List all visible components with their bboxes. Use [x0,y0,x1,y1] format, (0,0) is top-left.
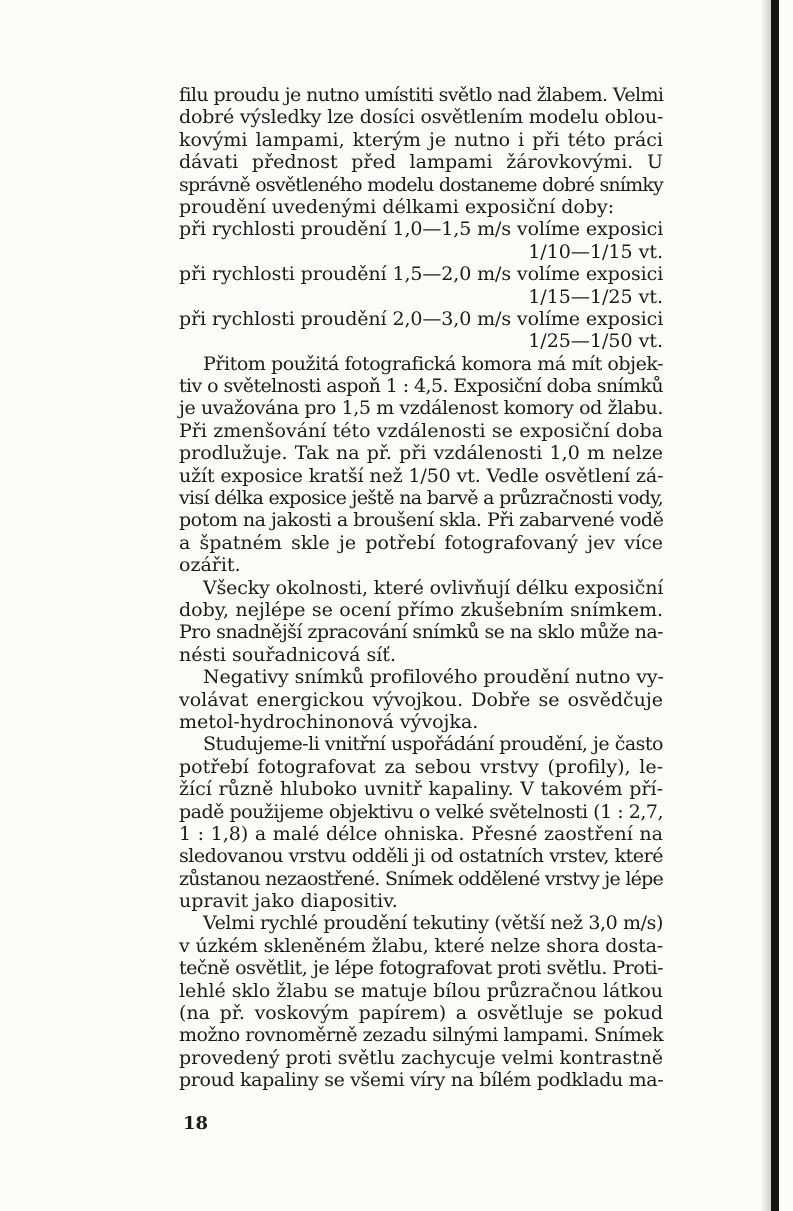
text-line: provedený proti světlu zachycuje velmi kontrastně [179,1046,663,1069]
text-line: proudění uvedenými délkami exposiční doby: [179,195,615,218]
exposure-line: při rychlosti proudění 1,0—1,5 m/s volíme exposici [179,218,664,241]
text-line: filu proudu je nutno umístiti světlo nad žlabem. Velmi [179,84,664,106]
text-line: volávat energickou vývojkou. Dobře se osvědčuje [179,688,663,711]
text-line: sledovanou vrstvu odděli ji od ostatních vrstev, které [179,845,663,868]
text-line: (na př. voskovým papírem) a osvětluje se pokud [179,1002,663,1025]
text-line: tečně osvětlit, je lépe fotografovat proti světlu. Proti- [179,957,663,980]
text-line: Při zmenšování této vzdálenosti se exposiční doba [179,419,663,442]
text-line: správně osvětleného modelu dostaneme dobré snímky [179,173,663,196]
page-edge-shadow [761,0,771,1211]
text-line: užít exposice kratší než 1/50 vt. Vedle osvětlení zá- [179,464,664,487]
text-line: metol-hydrochinonová vývojka. [179,710,479,733]
text-line: potřebí fotografovat za sebou vrstvy (profily), le- [179,755,663,778]
text-line: dávati přednost před lampami žárovkovými. U [179,151,663,174]
body-text [179,84,663,1092]
text-line: Studujeme-li vnitřní uspořádání proudění, je často [203,733,663,756]
text-line: prodlužuje. Tak na př. při vzdálenosti 1,0 m nelze [179,442,663,465]
page-edge-binding [771,0,779,1211]
text-line: Pro snadnější zpracování snímků se na sklo může na- [179,621,663,644]
text-line: a špatném skle je potřebí fotografovaný jev více [179,531,663,554]
text-line: Negativy snímků profilového proudění nutno vy- [203,666,664,689]
text-line: v úzkém skleněném žlabu, které nelze shora dosta- [179,934,663,957]
text-line: visí délka exposice ještě na barvě a průzračnosti vody, [179,487,664,510]
text-line: upravit jako diapositiv. [179,890,398,913]
text-line: padě použijeme objektivu o velké světelnosti (1 : 2,7, [179,800,663,823]
text-line: kovými lampami, kterým je nutno i při této práci [179,128,663,151]
text-line: 1 : 1,8) a malé délce ohniska. Přesné zaostření na [179,822,663,845]
page-number: 18 [183,1113,209,1134]
exposure-line: při rychlosti proudění 1,5—2,0 m/s volíme exposici [179,263,664,286]
text-line: nésti souřadnicová síť. [179,643,396,666]
text-line: dobré výsledky lze dosíci osvětlením modelu oblou- [179,106,664,129]
text-line: ozářit. [179,554,241,577]
exposure-value: 1/15—1/25 vt. [528,285,663,308]
text-line: proud kapaliny se všemi víry na bílém podkladu ma- [179,1069,664,1092]
exposure-value: 1/25—1/50 vt. [528,330,663,353]
text-line: tiv o světelnosti aspoň 1 : 4,5. Exposiční doba snímků [179,375,663,398]
text-line: Přitom použitá fotografická komora má mít objek- [203,352,664,375]
text-line: potom na jakosti a broušení skla. Při zabarvené vodě [179,509,664,532]
text-line: zůstanou nezaostřené. Snímek oddělené vrstvy je lépe [179,867,664,890]
exposure-value: 1/10—1/15 vt. [528,240,663,263]
text-line: Velmi rychlé proudění tekutiny (větší než 3,0 m/s) [203,912,663,935]
text-line: Všecky okolnosti, které ovlivňují délku exposiční [203,576,664,599]
text-line: doby, nejlépe se ocení přímo zkušebním snímkem. [179,598,663,621]
text-line: žící různě hluboko uvnitř kapaliny. V takovém pří- [179,778,663,801]
text-line: možno rovnoměrně zezadu silnými lampami. Snímek [179,1024,664,1047]
text-line: je uvažována pro 1,5 m vzdálenost komory od žlabu. [179,397,664,420]
text-line: lehlé sklo žlabu se matuje bílou průzračnou látkou [179,979,663,1002]
exposure-line: při rychlosti proudění 2,0—3,0 m/s volíme exposici [179,307,664,330]
